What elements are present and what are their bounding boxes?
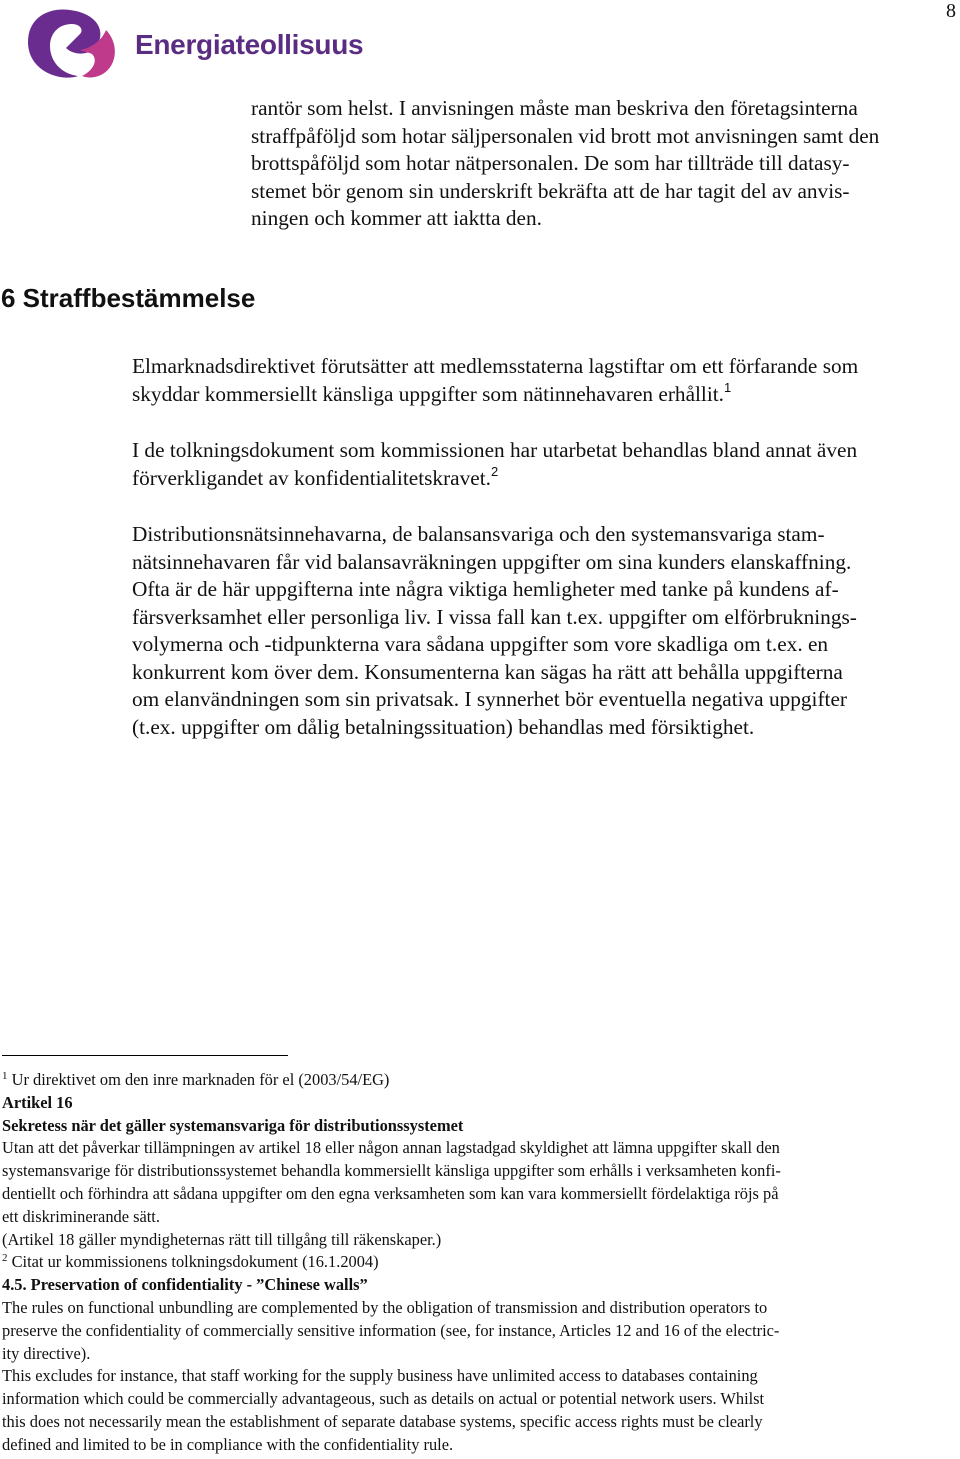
- text-line: (t.ex. uppgifter om dålig betalningssituation) behandlas med försiktighet.: [132, 714, 755, 739]
- paragraph-2: [132, 437, 944, 492]
- article-title: Artikel 16: [2, 1092, 73, 1112]
- footnotes: [2, 1069, 946, 1457]
- page-number: 8: [946, 0, 956, 22]
- text-line: I de tolkningsdokument som kommissionen har utarbetat behandlas bland annat även: [132, 438, 858, 462]
- article-heading: Sekretess när det gäller systemansvariga för distributionssystemet: [2, 1115, 464, 1135]
- article-note: (Artikel 18 gäller myndigheternas rätt till tillgång till räkenskaper.): [2, 1229, 442, 1249]
- text-line: rantör som helst. I anvisningen måste man beskriva den företagsinterna: [251, 96, 858, 120]
- text-line: [132, 381, 944, 409]
- section-heading: 6 Straffbestämmelse: [1, 283, 256, 313]
- text-line: volymerna och -tidpunkterna vara sådana uppgifter som vore skadliga om t.ex. en: [132, 632, 829, 656]
- energiateollisuus-logo: [22, 4, 362, 82]
- continuation-paragraph: [251, 95, 941, 233]
- text-line: straffpåföljd som hotar säljpersonalen vid brott mot anvisningen samt den: [251, 123, 880, 148]
- text-line: konkurrent kom över dem. Konsumenterna kan sägas ha rätt att behålla uppgifterna: [132, 659, 843, 684]
- text-line: Distributionsnätsinnehavarna, de balansansvariga och den systemansvariga stam-: [132, 522, 825, 546]
- footnote-ref-1[interactable]: 1: [724, 379, 732, 395]
- text-segment: skyddar kommersiellt känsliga uppgifter som nätinnehavaren erhållit.: [132, 381, 725, 406]
- article-text: [2, 1137, 946, 1228]
- english-paragraph-1: [2, 1297, 946, 1365]
- footnote-2-text: Citat ur kommissionens tolkningsdokument (16.1.2004): [11, 1252, 379, 1272]
- text-line: dentiellt och förhindra att sådana uppgifter om den egna verksamheten som kan vara kommersiellt fördelaktiga röjs på: [2, 1183, 779, 1203]
- text-line: brottspåföljd som hotar nätpersonalen. De som har tillträde till datasy-: [251, 151, 850, 175]
- text-line: The rules on functional unbundling are complemented by the obligation of transmission and distribution operators to: [2, 1297, 768, 1317]
- logo-mark-icon: [22, 4, 122, 82]
- text-line: om elanvändningen som sin privatsak. I synnerhet bör eventuella negativa uppgifter: [132, 687, 848, 711]
- footnote-1: [2, 1069, 946, 1092]
- english-section-heading: 4.5. Preservation of confidentiality - ”Chinese walls”: [2, 1275, 368, 1295]
- text-line: färsverksamhet eller personliga liv. I vissa fall kan t.ex. uppgifter om elförbruknings-: [132, 604, 857, 629]
- text-line: stemet bör genom sin underskrift bekräfta att de har tagit del av anvis-: [251, 178, 850, 203]
- text-segment: förverkligandet av konfidentialitetskravet.: [132, 465, 491, 490]
- text-line: ningen och kommer att iaktta den.: [251, 206, 542, 230]
- footnote-1-text: Ur direktivet om den inre marknaden för el (2003/54/EG): [11, 1070, 390, 1089]
- english-paragraph-2: [2, 1365, 946, 1456]
- text-line: This excludes for instance, that staff working for the supply business have unlimited access to databases containing: [2, 1366, 758, 1386]
- text-line: Ofta är de här uppgifterna inte några viktiga hemligheter med tanke på kundens af-: [132, 577, 839, 601]
- paragraph-1: [132, 353, 944, 408]
- text-line: Elmarknadsdirektivet förutsätter att medlemsstaterna lagstiftar om ett förfarande som: [132, 354, 859, 378]
- text-line: Utan att det påverkar tillämpningen av artikel 18 eller någon annan lagstadgad skyldighet att lämna uppgifter skall den: [2, 1138, 780, 1158]
- footnote-2: [2, 1251, 946, 1274]
- text-line: ett diskriminerande sätt.: [2, 1206, 160, 1226]
- text-line: defined and limited to be in compliance with the confidentiality rule.: [2, 1434, 454, 1454]
- text-line: preserve the confidentiality of commercially sensitive information (see, for instance, Articles 12 and 16 of the electric-: [2, 1320, 780, 1340]
- text-line: information which could be commercially advantageous, such as details on actual or potential network users. Whilst: [2, 1389, 765, 1409]
- text-line: systemansvarige för distributionssystemet behandla kommersiellt känsliga uppgifter som erhålls i verksamheten konfi-: [2, 1161, 781, 1181]
- footnote-separator: [2, 1055, 288, 1056]
- footnote-ref-2[interactable]: 2: [490, 463, 499, 479]
- logo-text: Energiateollisuus: [135, 29, 364, 60]
- footnote-mark-1: 1: [2, 1070, 8, 1082]
- text-line: [132, 465, 944, 493]
- text-line: nätsinnehavaren får vid balansavräkningen uppgifter om sina kunders elanskaffning.: [132, 549, 852, 574]
- text-line: this does not necessarily mean the establishment of separate database systems, specific access rights must be clearly: [2, 1411, 763, 1431]
- paragraph-3: [132, 521, 944, 741]
- footnote-mark-2: 2: [2, 1252, 8, 1265]
- text-line: ity directive).: [2, 1343, 91, 1363]
